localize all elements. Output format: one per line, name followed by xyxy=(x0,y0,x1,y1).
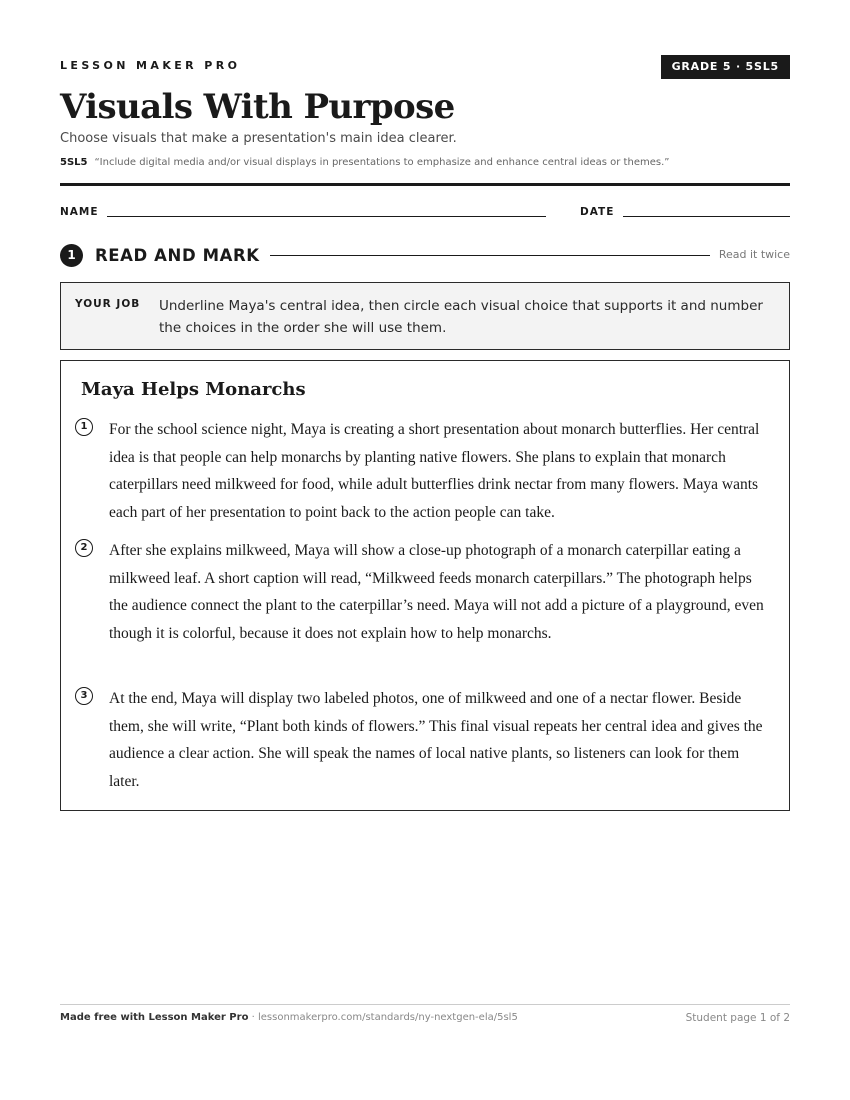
section-rule xyxy=(270,255,710,256)
paragraph-text: For the school science night, Maya is creating a short presentation about monarch butterflies. Her central idea is that people can help monarchs by planting native flowers. She plans to explain that monarch caterpillars need milkweed for food, while adult butterflies drink nectar from many flowers. Maya wants each part of her presentation to point back to the action people can take. xyxy=(109,421,760,521)
standard-text: “Include digital media and/or visual displays in presentations to emphasize and enhance central ideas or themes.” xyxy=(94,157,670,168)
brand-name: LESSON MAKER PRO xyxy=(60,59,241,72)
footer-credit xyxy=(60,1012,518,1023)
paragraph-number-badge: 2 xyxy=(75,539,93,557)
footer-made-with: Made free with Lesson Maker Pro xyxy=(60,1012,249,1023)
section-note: Read it twice xyxy=(718,248,790,261)
page-subtitle: Choose visuals that make a presentation's main idea clearer. xyxy=(60,131,457,146)
standard-statement xyxy=(60,157,669,168)
passage-box xyxy=(60,360,790,811)
section-title: READ AND MARK xyxy=(95,246,260,265)
standard-code: 5SL5 xyxy=(60,157,88,168)
worksheet-page xyxy=(60,0,790,1100)
name-field-line[interactable] xyxy=(107,216,546,217)
page-title: Visuals With Purpose xyxy=(60,87,455,127)
passage-title: Maya Helps Monarchs xyxy=(81,379,306,400)
footer-url[interactable]: lessonmakerpro.com/standards/ny-nextgen-ela/5sl5 xyxy=(257,1012,518,1023)
section-number-badge: 1 xyxy=(60,244,83,267)
header-divider xyxy=(60,183,790,186)
job-instructions-box xyxy=(60,282,790,350)
name-label: NAME xyxy=(60,206,99,218)
paragraph-number-badge: 3 xyxy=(75,687,93,705)
job-text: Underline Maya's central idea, then circle each visual choice that supports it and number the choices in the order she will use them. xyxy=(159,298,763,336)
paragraph-text: After she explains milkweed, Maya will show a close-up photograph of a monarch caterpillar eating a milkweed leaf. A short caption will read, “Milkweed feeds monarch caterpillars.” The photograph helps the audience connect the plant to the caterpillar’s need. Maya will not add a picture of a playground, even though it is colorful, because it does not explain how to help monarchs. xyxy=(109,542,764,642)
grade-badge: GRADE 5 · 5SL5 xyxy=(661,55,790,79)
paragraph-number-badge: 1 xyxy=(75,418,93,436)
job-label: YOUR JOB xyxy=(75,298,141,310)
footer-divider xyxy=(60,1004,790,1005)
footer-separator: · xyxy=(248,1012,258,1023)
footer-page-number: Student page 1 of 2 xyxy=(685,1012,790,1024)
paragraph-text: At the end, Maya will display two labeled photos, one of milkweed and one of a nectar flower. Beside them, she will write, “Plant both kinds of flowers.” This final visual repeats her central idea and gives the audience a clear action. She will speak the names of local native plants, so listeners can look for them later. xyxy=(109,690,763,790)
date-label: DATE xyxy=(580,206,615,218)
date-field-line[interactable] xyxy=(623,216,790,217)
